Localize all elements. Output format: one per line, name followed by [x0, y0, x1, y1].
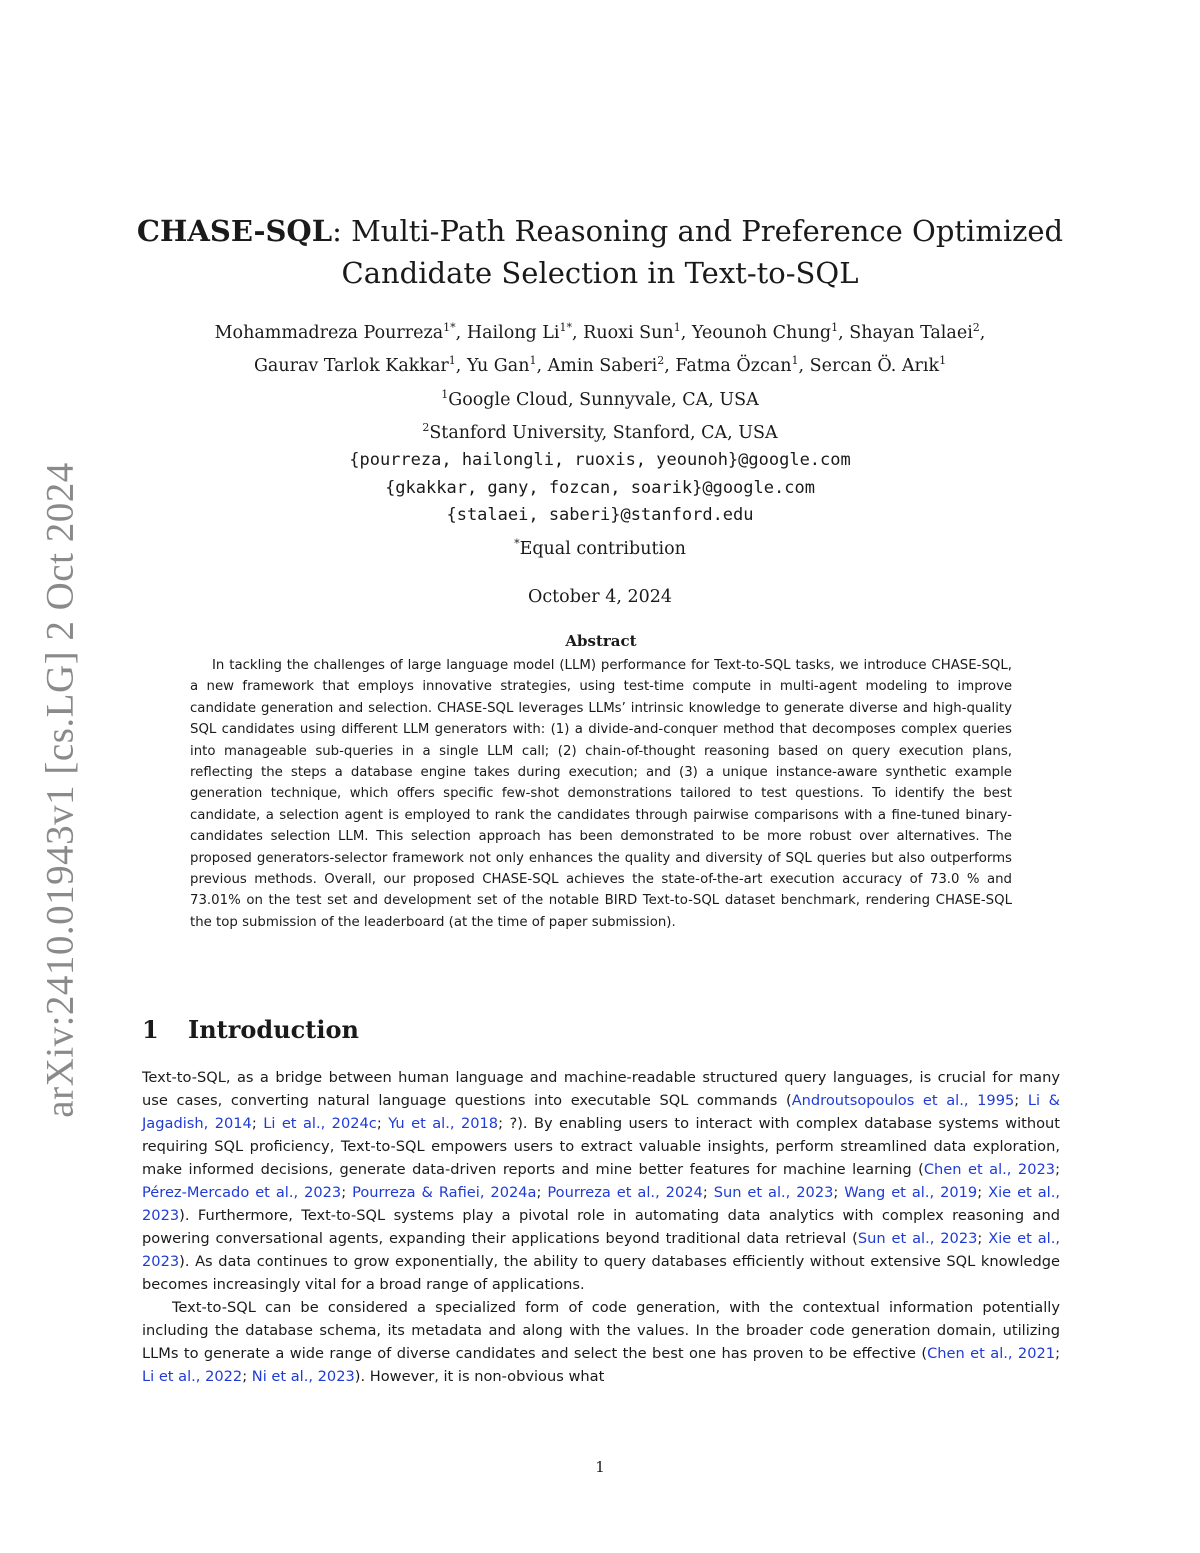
paper-title-bold: CHASE-SQL: [136, 214, 333, 248]
author-name: Yeounoh Chung: [691, 322, 832, 343]
email-line: {gkakkar, gany, fozcan, soarik}@google.com: [385, 477, 815, 498]
section-heading: [142, 1015, 359, 1044]
author-mark: 1: [529, 354, 537, 368]
citation-link[interactable]: Li et al., 2024c: [263, 1115, 377, 1132]
paragraph-text: ;: [702, 1184, 714, 1201]
author-mark: 2: [657, 354, 665, 368]
paragraph-text: ;: [977, 1230, 989, 1247]
paragraph-text: ;: [242, 1368, 252, 1385]
body-paragraph: [142, 1296, 1060, 1388]
paper-title-line2: Candidate Selection in Text-to-SQL: [341, 256, 859, 290]
affiliation-text: Stanford University, Stanford, CA, USA: [429, 422, 778, 443]
abstract-section: [190, 632, 1012, 933]
section-title: Introduction: [188, 1015, 359, 1044]
author-mark: 1: [791, 354, 799, 368]
author-line: Mohammadreza Pourreza$^{1*}$, Hailong $Li^{1*}$, Ruoxi Sun$^1$, Yeounoh Chung$^1$, Shayan Talaei$^2$,: [214, 321, 986, 343]
paragraph-text: Text-to-SQL can be considered a specialized form of code generation, with the contextual information potentially including the database schema, its metadata and along with the values. In the broader code generation domain, utilizing LLMs to generate a wide range of diverse candidates and select the best one has proven to be effective (: [142, 1299, 1060, 1362]
abstract-heading: Abstract: [565, 632, 637, 650]
author-name: Amin Saberi: [547, 356, 658, 377]
author-mark: 1: [673, 321, 681, 334]
citation-link[interactable]: Wang et al., 2019: [844, 1184, 978, 1201]
paragraph-text: ;: [833, 1184, 845, 1201]
citation-link[interactable]: Li et al., 2022: [142, 1368, 243, 1385]
citation-link[interactable]: Androutsopoulos et al., 1995: [791, 1092, 1015, 1109]
paragraph-text: ). However, it is non-obvious what: [354, 1368, 605, 1385]
author-name: Yu Gan: [466, 356, 530, 377]
author-name: Ruoxi Sun: [583, 322, 674, 343]
paragraph-text: ;: [251, 1115, 264, 1132]
paragraph-text: ). Furthermore, Text-to-SQL systems play a pivotal role in automating data analytics with complex reasoning and powering conversational agents, expanding their applications beyond traditional data retrieval (: [142, 1207, 1060, 1247]
citation-link[interactable]: Xie et al., 2023: [142, 1184, 1060, 1224]
author-name: Hailong Li: [466, 322, 560, 343]
paragraph-text: Text-to-SQL, as a bridge between human language and machine-readable structured query languages, is crucial for many use cases, converting natural language questions into executable SQL commands (: [142, 1069, 1060, 1109]
author-name: Mohammadreza Pourreza: [214, 322, 444, 343]
email-line: {stalaei, saberi}@stanford.edu: [446, 505, 754, 526]
author-name: Shayan Talaei: [849, 322, 973, 343]
paper-title-line1: : Multi-Path Reasoning and Preference Optimized: [332, 214, 1064, 248]
author-block: [0, 314, 1200, 563]
paragraph-text: ;: [376, 1115, 389, 1132]
author-name: Sercan Ö. Arık: [809, 356, 940, 377]
author-name: Fatma Özcan: [675, 356, 792, 377]
paragraph-text: ;: [977, 1184, 989, 1201]
author-mark: 1: [939, 354, 947, 368]
paragraph-text: ; ?). By enabling users to interact with complex database systems without requiring SQL proficiency, Text-to-SQL empowers users to extract valuable insights, perform streamlined data exploration, make informed decisions, generate data-driven reports and mine better features for machine learning (: [142, 1115, 1061, 1178]
email-line: {pourreza, hailongli, ruoxis, yeounoh}@google.com: [349, 450, 851, 471]
paragraph-text: ;: [1055, 1161, 1060, 1178]
paragraph-text: ;: [341, 1184, 353, 1201]
note-mark: *: [514, 536, 520, 550]
affiliation-text: Google Cloud, Sunnyvale, CA, USA: [448, 389, 759, 410]
note-text: Equal contribution: [519, 538, 686, 559]
author-mark: 1: [448, 354, 456, 368]
citation-link[interactable]: Ni et al., 2023: [251, 1368, 355, 1385]
page-number: 1: [595, 1458, 605, 1476]
citation-link[interactable]: Sun et al., 2023: [713, 1184, 834, 1201]
paragraph-text: ;: [1014, 1092, 1028, 1109]
author-mark: 2: [972, 321, 980, 334]
citation-link[interactable]: Li & Jagadish, 2014: [142, 1092, 1060, 1132]
affiliation-mark: 1: [441, 387, 449, 401]
author-mark: 1*: [443, 321, 456, 334]
section-number: 1: [142, 1015, 159, 1044]
abstract-text: In tackling the challenges of large language model (LLM) performance for Text-to-SQL tasks, we introduce CHASE-SQL, a new framework that employs innovative strategies, using test-time compute in multi-agent modeling to improve candidate generation and selection. CHASE-SQL leverages LLMs’ intrinsic knowledge to generate diverse and high-quality SQL candidates using different LLM generators with: (1) a divide-and-conquer method that decomposes complex queries into manageable sub-queries in a single LLM call; (2) chain-of-thought reasoning based on query execution plans, reflecting the steps a database engine takes during execution; and (3) a unique instance-aware synthetic example generation technique, which offers specific few-shot demonstrations tailored to test questions. To identify the best candidate, a selection agent is employed to rank the candidates through pairwise comparisons with a fine-tuned binary-candidates selection LLM. This selection approach has been demonstrated to be more robust over alternatives. The proposed generators-selector framework not only enhances the quality and diversity of SQL queries but also outperforms previous methods. Overall, our proposed CHASE-SQL achieves the state-of-the-art execution accuracy of 73.0 % and 73.01% on the test set and development set of the notable BIRD Text-to-SQL dataset benchmark, rendering CHASE-SQL the top submission of the leaderboard (at the time of paper submission).: [190, 658, 1012, 930]
title-block: [0, 210, 1200, 607]
paragraph-text: ). As data continues to grow exponentially, the ability to query databases efficiently without extensive SQL knowledge becomes increasingly vital for a broad range of applications.: [142, 1253, 1060, 1293]
author-mark: 1*: [559, 321, 572, 334]
affiliation-mark: 2: [422, 420, 430, 434]
body-paragraph: [142, 1066, 1060, 1296]
arxiv-identifier-text: arXiv:2410.01943v1 [cs.LG] 2 Oct 2024: [38, 462, 82, 1118]
paper-date: October 4, 2024: [528, 587, 672, 608]
paragraph-text: ;: [1055, 1345, 1060, 1362]
affiliation: [0, 414, 1200, 447]
citation-link[interactable]: Pourreza & Rafiei, 2024a: [352, 1184, 537, 1201]
citation-link[interactable]: Chen et al., 2021: [927, 1345, 1056, 1362]
author-line: Gaurav Tarlok Kakkar$^1$, Yu Gan$^1$, Amin Saberi$^2$, Fatma Özcan$^1$, Sercan Ö. Arık$^1$: [253, 354, 947, 377]
citation-link[interactable]: Pourreza et al., 2024: [547, 1184, 703, 1201]
citation-link[interactable]: Pérez-Mercado et al., 2023: [142, 1184, 342, 1201]
citation-link[interactable]: Chen et al., 2023: [923, 1161, 1056, 1178]
paper-title: [0, 210, 1200, 294]
citation-link[interactable]: Xie et al., 2023: [142, 1230, 1061, 1270]
introduction-body: [142, 1066, 1060, 1388]
citation-link[interactable]: Yu et al., 2018: [388, 1115, 499, 1132]
affiliation: [0, 381, 1200, 414]
author-mark: 1: [831, 321, 839, 334]
equal-contribution-note: [0, 530, 1200, 563]
author-name: Gaurav Tarlok Kakkar: [253, 356, 449, 377]
citation-link[interactable]: Sun et al., 2023: [857, 1230, 978, 1247]
paragraph-text: ;: [536, 1184, 548, 1201]
